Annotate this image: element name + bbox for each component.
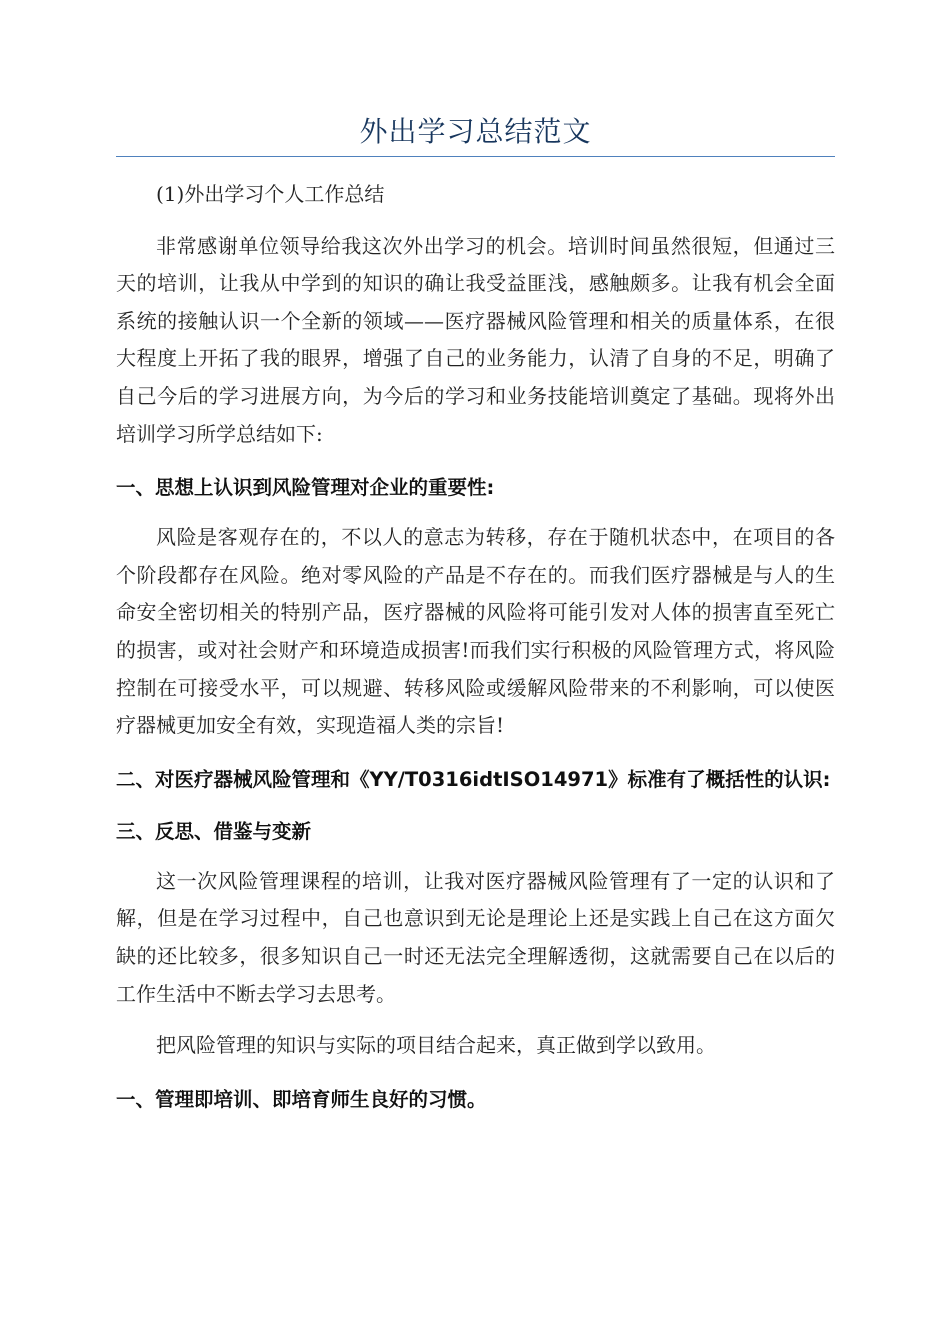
section-3-followup-paragraph: 把风险管理的知识与实际的项目结合起来，真正做到学以致用。	[156, 1033, 716, 1058]
title-block	[116, 112, 835, 157]
section-1-paragraph: 风险是客观存在的，不以人的意志为转移，存在于随机状态中，在项目的各个阶段都存在风险。绝对零风险的产品是不存在的。而我们医疗器械是与人的生命安全密切相关的特别产品，医疗器械的风险将可能引发对人体的损害直至死亡的损害，或对社会财产和环境造成损害!而我们实行积极的风险管理方式，将风险控制在可接受水平，可以规避、转移风险或缓解风险带来的不利影响，可以使医疗器械更加安全有效，实现造福人类的宗旨!	[116, 525, 835, 738]
section-heading-1: 一、思想上认识到风险管理对企业的重要性:	[116, 476, 495, 500]
document-body	[116, 176, 835, 1121]
document-subtitle: (1)外出学习个人工作总结	[156, 182, 385, 206]
document-title: 外出学习总结范文	[359, 115, 592, 148]
intro-paragraph: 非常感谢单位领导给我这次外出学习的机会。培训时间虽然很短，但通过三天的培训，让我从中学到的知识的确让我受益匪浅，感触颇多。让我有机会全面系统的接触认识一个全新的领域——医疗器械风险管理和相关的质量体系，在很大程度上开拓了我的眼界，增强了自己的业务能力，认清了自身的不足，明确了自己今后的学习进展方向，为今后的学习和业务技能培训奠定了基础。现将外出培训学习所学总结如下:	[116, 233, 835, 446]
section-heading-4: 一、管理即培训、即培育师生良好的习惯。	[116, 1087, 487, 1111]
section-heading-2: 二、对医疗器械风险管理和《YY/T0316idtISO14971》标准有了概括性的认识:	[116, 767, 831, 791]
section-3-paragraph: 这一次风险管理课程的培训，让我对医疗器械风险管理有了一定的认识和了解，但是在学习过程中，自己也意识到无论是理论上还是实践上自己在这方面欠缺的还比较多，很多知识自己一时还无法完全理解透彻，这就需要自己在以后的工作生活中不断去学习去思考。	[116, 868, 835, 1006]
section-heading-3: 三、反思、借鉴与变新	[116, 819, 312, 843]
